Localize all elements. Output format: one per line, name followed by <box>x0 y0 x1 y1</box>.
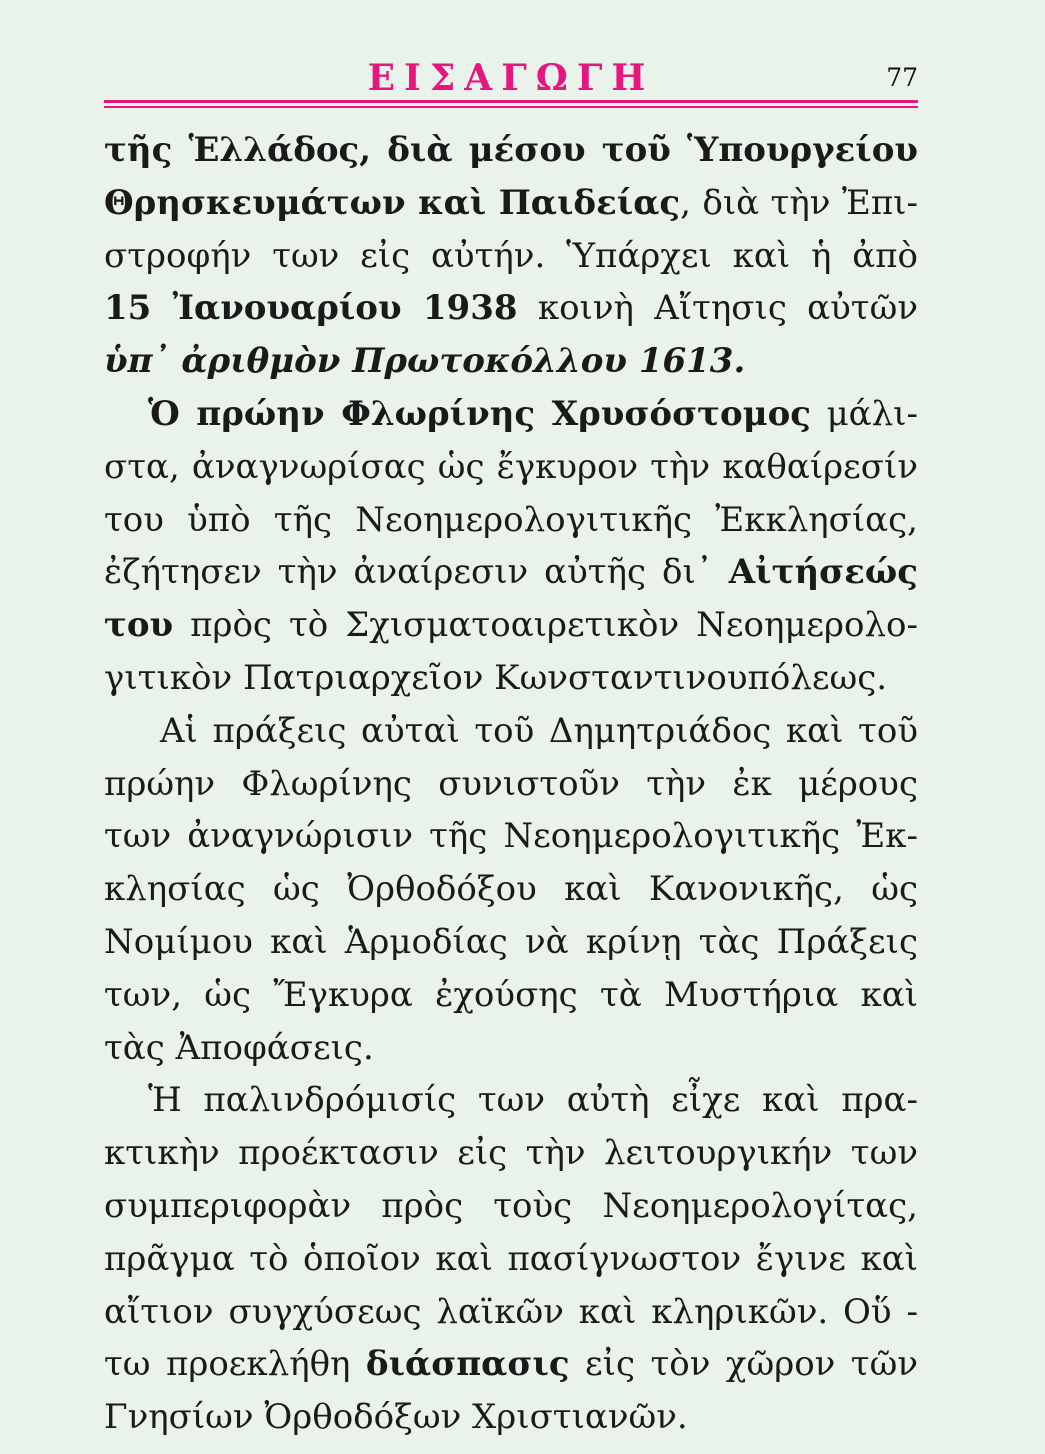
text-line <box>104 1338 918 1391</box>
text-run: συμπεριφορὰν πρὸς τοὺς Νεοημερολογίτας, <box>104 1185 918 1226</box>
text-line <box>104 441 918 494</box>
text-line <box>104 1127 918 1180</box>
text-line <box>104 758 918 811</box>
text-line <box>104 494 918 547</box>
text-run: αἴτιον συγχύσεως λαϊκῶν καὶ κληρικῶν. Οὕ - <box>104 1291 918 1332</box>
text-run: του ὑπὸ τῆς Νεοημερολογιτικῆς Ἐκκλησίας, <box>104 499 918 540</box>
text-run: των, ὡς Ἔγκυρα ἐχούσης τὰ Μυστήρια καὶ <box>104 974 918 1015</box>
text-run: μάλι- <box>810 393 918 434</box>
chapter-title: ΕΙΣΑΓΩΓΗ <box>367 57 655 99</box>
text-run: κοινὴ Αἴτησις αὐτῶν <box>517 288 918 329</box>
bold-italic-text: ὑπ᾽ ἀριθμὸν Πρωτοκόλλου 1613. <box>104 341 746 382</box>
text-line <box>104 1180 918 1233</box>
text-line <box>104 705 918 758</box>
text-line <box>104 652 918 705</box>
text-run: στροφήν των εἰς αὐτήν. Ὑπάρχει καὶ ἡ ἀπὸ <box>104 235 918 276</box>
bold-text: 15 Ἰανουαρίου 1938 <box>104 288 518 329</box>
text-line <box>104 810 918 863</box>
text-run: Γνησίων Ὀρθοδόξων Χριστιανῶν. <box>104 1397 688 1438</box>
text-line <box>104 282 918 335</box>
text-run: Αἱ πράξεις αὐταὶ τοῦ Δημητριάδος καὶ τοῦ <box>160 710 918 751</box>
text-line <box>104 1233 918 1286</box>
bold-text: του <box>104 605 174 646</box>
text-run: κτικὴν προέκτασιν εἰς τὴν λειτουργικήν των <box>104 1133 918 1174</box>
running-head <box>104 58 918 102</box>
text-line <box>104 969 918 1022</box>
text-line <box>104 1074 918 1127</box>
text-run: τὰς Ἀποφάσεις. <box>104 1027 374 1068</box>
body-text <box>104 124 918 1444</box>
text-line <box>104 916 918 969</box>
header-rule-top <box>104 100 918 103</box>
text-run: , διὰ τὴν Ἐπι- <box>680 182 918 223</box>
text-line <box>104 335 918 388</box>
bold-text: τῆς Ἑλλάδος, διὰ μέσου τοῦ Ὑπουργείου <box>104 130 918 170</box>
bold-text: Αἰτήσεώς <box>728 552 918 593</box>
text-line <box>104 1391 918 1444</box>
text-line <box>104 388 918 441</box>
text-line <box>104 546 918 599</box>
text-line <box>104 230 918 283</box>
page-number: 77 <box>886 63 918 92</box>
text-run: πρὸς τὸ Σχισματοαιρετικὸν Νεοημερολο- <box>173 605 918 646</box>
text-line <box>104 177 918 230</box>
text-run: γιτικὸν Πατριαρχεῖον Κωνσταντινουπόλεως. <box>104 657 888 698</box>
text-run: κλησίας ὡς Ὀρθοδόξου καὶ Κανονικῆς, ὡς <box>104 869 918 910</box>
text-run: ἐζήτησεν τὴν ἀναίρεσιν αὐτῆς δι᾽ <box>104 552 729 593</box>
header-rule-bottom <box>104 106 918 108</box>
text-run: πρᾶγμα τὸ ὁποῖον καὶ πασίγνωστον ἔγινε καὶ <box>104 1238 918 1279</box>
bold-text: Θρησκευμάτων καὶ Παιδείας <box>104 182 681 223</box>
text-line <box>104 599 918 652</box>
bold-text: Ὁ πρώην Φλωρίνης Χρυσόστομος <box>148 393 811 434</box>
text-run: πρώην Φλωρίνης συνιστοῦν τὴν ἐκ μέρους <box>104 763 918 804</box>
text-line <box>104 124 918 177</box>
text-run: Ἡ παλινδρόμισίς των αὐτὴ εἶχε καὶ πρα- <box>148 1080 918 1121</box>
text-run: των ἀναγνώρισιν τῆς Νεοημερολογιτικῆς Ἐκ- <box>104 816 918 857</box>
text-line <box>104 863 918 916</box>
text-run: Νομίμου καὶ Ἁρμοδίας νὰ κρίνῃ τὰς Πράξεις <box>104 921 918 962</box>
text-line <box>104 1022 918 1075</box>
bold-text: διάσπασις <box>365 1344 570 1385</box>
text-line <box>104 1286 918 1339</box>
text-run: τω προεκλήθη <box>104 1344 366 1385</box>
text-run: εἰς τὸν χῶρον τῶν <box>569 1344 918 1385</box>
text-run: στα, ἀναγνωρίσας ὡς ἔγκυρον τὴν καθαίρεσίν <box>104 446 918 487</box>
